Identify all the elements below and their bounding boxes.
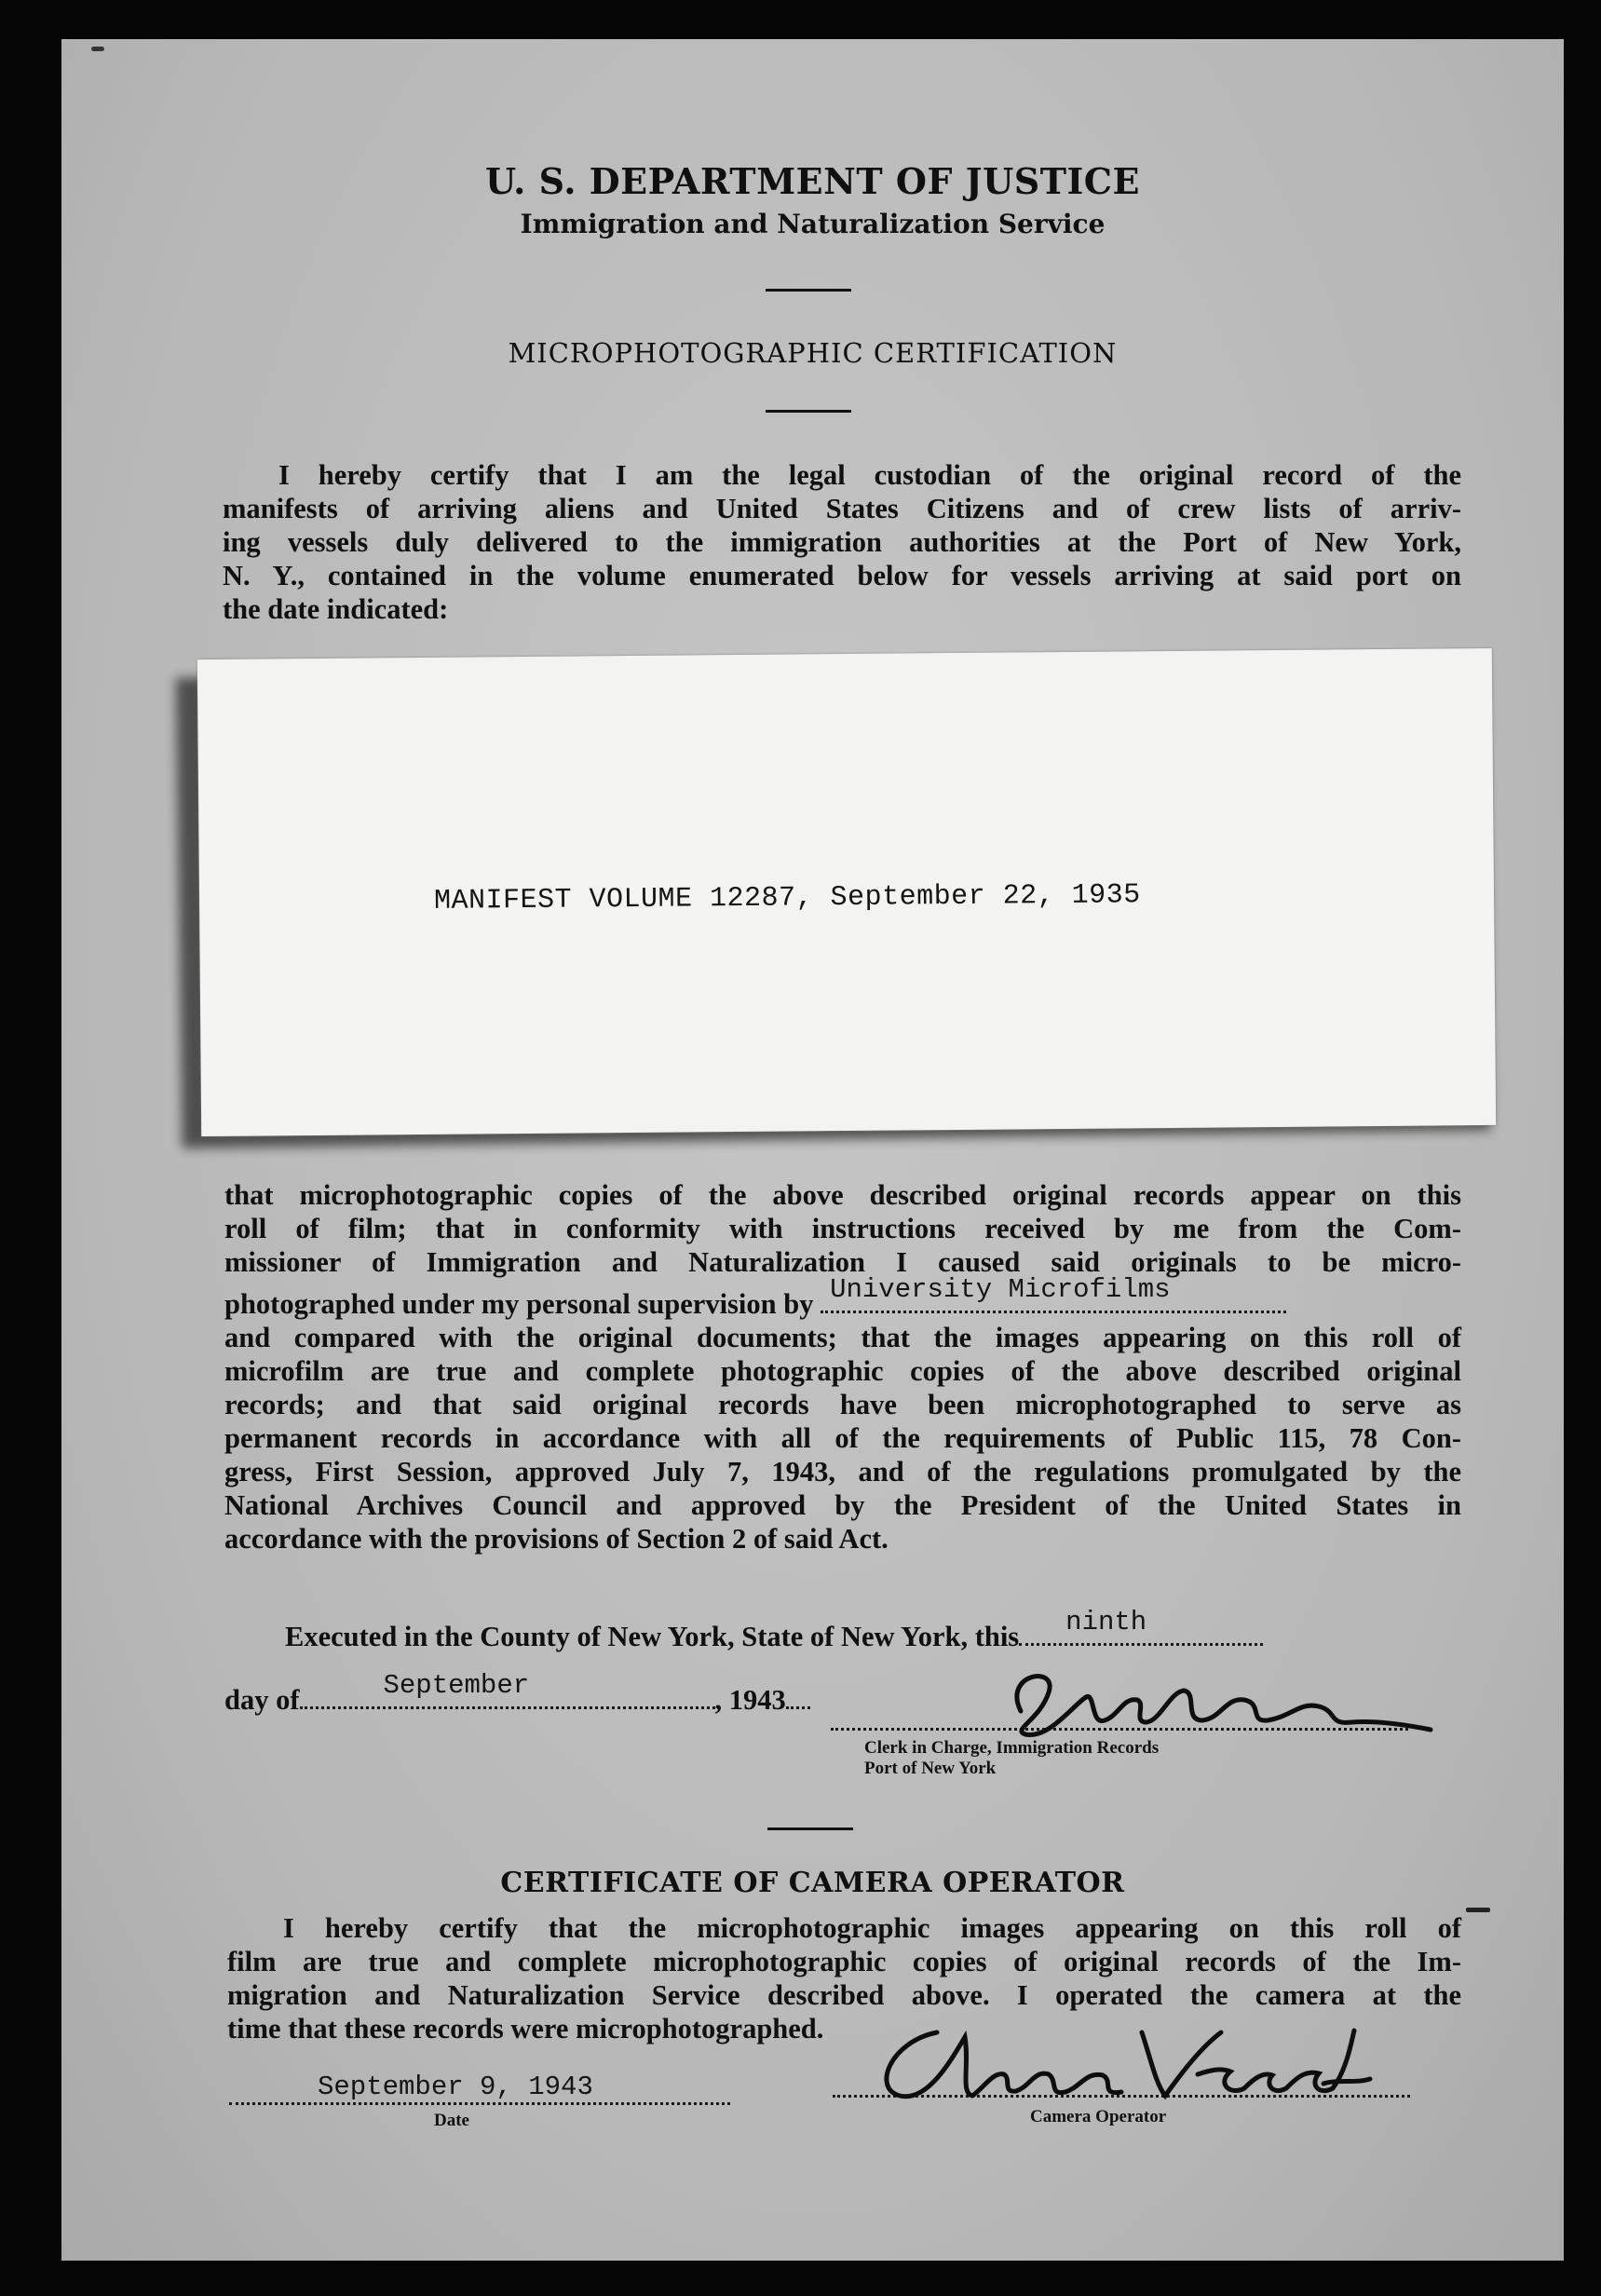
camera-line: film are true and complete microphotographic copies of original records of the Im- [227, 1946, 1461, 1977]
month-value: September [383, 1670, 530, 1701]
body-line: National Archives Council and approved by the President of the United States in [224, 1489, 1461, 1521]
year-fill [786, 1680, 810, 1709]
day-value: ninth [1065, 1607, 1147, 1637]
intro-line: N. Y., contained in the volume enumerated below for vessels arriving at said port on [223, 560, 1461, 591]
supervision-prefix: photographed under my personal supervision by [224, 1288, 814, 1320]
body-line: and compared with the original documents; that the images appearing on this roll of [224, 1322, 1461, 1353]
body-line: permanent records in accordance with all of the requirements of Public 115, 78 Con- [224, 1422, 1461, 1454]
scan-speck [91, 47, 104, 51]
body-line: gress, First Session, approved July 7, 1943, and of the regulations promulgated by the [224, 1456, 1461, 1488]
executed-prefix: Executed in the County of New York, State of New York, this [285, 1621, 1020, 1652]
date-fill-line [229, 2102, 730, 2105]
body-line: missioner of Immigration and Naturalization I caused said originals to be micro- [224, 1246, 1461, 1278]
operator-label: Camera Operator [1030, 2107, 1167, 2126]
department-heading: U. S. DEPARTMENT OF JUSTICE [485, 160, 1140, 202]
manifest-volume-text: MANIFEST VOLUME 12287, September 22, 1935 [433, 879, 1141, 917]
camera-line: time that these records were microphotographed. [227, 2013, 824, 2045]
service-subheading: Immigration and Naturalization Service [520, 209, 1106, 239]
year-text: , 1943 [714, 1684, 786, 1716]
body-line: microfilm are true and complete photographic copies of the above described original [224, 1355, 1461, 1387]
intro-paragraph [223, 458, 1461, 626]
certification-title: MICROPHOTOGRAPHIC CERTIFICATION [508, 337, 1118, 369]
date-value: September 9, 1943 [318, 2072, 593, 2102]
body-line: records; and that said original records have been microphotographed to serve as [224, 1389, 1461, 1420]
day-fill-line [1019, 1607, 1263, 1646]
intro-line: the date indicated: [223, 593, 449, 625]
divider [766, 410, 851, 413]
supervision-fill-line [821, 1274, 1286, 1313]
intro-line: ing vessels duly delivered to the immigration authorities at the Port of New York, [223, 526, 1461, 558]
camera-line: I hereby certify that the microphotographic images appearing on this roll of [283, 1912, 1461, 1944]
intro-line: I hereby certify that I am the legal custodian of the original record of the [278, 459, 1461, 491]
intro-line: manifests of arriving aliens and United States Citizens and of crew lists of arriv- [223, 493, 1461, 524]
scan-speck [1466, 1908, 1490, 1912]
executed-line [285, 1607, 1468, 1653]
month-fill-line [300, 1670, 715, 1709]
body-line: accordance with the provisions of Section 2 of said Act. [224, 1523, 889, 1555]
body-line: roll of film; that in conformity with instructions received by me from the Com- [224, 1213, 1461, 1244]
clerk-title: Clerk in Charge, Immigration Records [864, 1738, 1160, 1758]
operator-signature [862, 2014, 1384, 2116]
supervision-value: University Microfilms [830, 1274, 1171, 1305]
divider [767, 1827, 853, 1830]
certificate-sheet [61, 39, 1564, 2261]
body-paragraph [224, 1178, 1461, 1556]
manifest-card [197, 648, 1496, 1136]
divider [766, 289, 851, 292]
clerk-port: Port of New York [864, 1759, 997, 1778]
camera-line: migration and Naturalization Service described above. I operated the camera at the [227, 1979, 1461, 2011]
camera-heading: CERTIFICATE OF CAMERA OPERATOR [500, 1867, 1125, 1899]
body-line: that microphotographic copies of the above described original records appear on this [224, 1179, 1461, 1211]
date-line [224, 1670, 932, 1717]
day-of-label: day of [224, 1684, 300, 1716]
supervision-line [224, 1274, 1461, 1321]
date-label: Date [434, 2111, 469, 2130]
